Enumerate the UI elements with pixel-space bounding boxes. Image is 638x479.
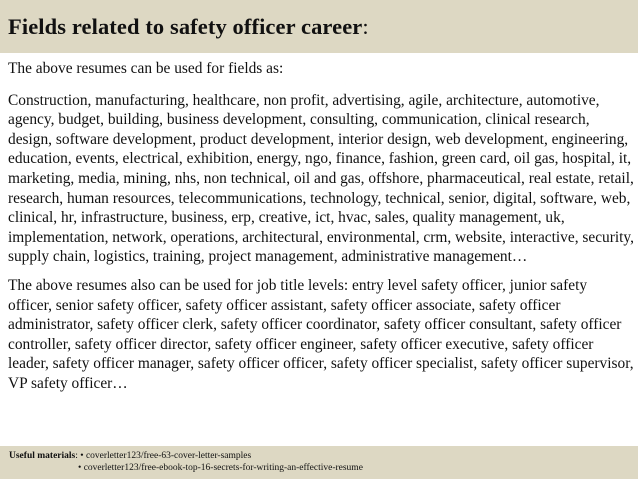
intro-text: The above resumes can be used for fields as: — [8, 60, 284, 77]
footer-label: Useful materials — [9, 451, 76, 461]
slide-title — [8, 14, 369, 39]
footer-bar — [0, 446, 638, 479]
slide-header — [0, 0, 638, 53]
footer-link[interactable]: • coverletter123/free-63-cover-letter-samples — [80, 451, 252, 461]
fields-paragraph: Construction, manufacturing, healthcare, non profit, advertising, agile, architecture, automotive, agency, budget, building, business development, consulting, communication, clinical research, design, software development, product development, interior design, web development, engineering, education, events, electrical, exhibition, energy, ngo, finance, fashion, green card, oil gas, hospital, it, marketing, media, mining, nhs, non technical, oil and gas, offshore, pharmaceutical, real estate, retail, research, human resources, telecommunications, technology, technical, senior, digital, software, web, clinical, hr, infrastructure, business, erp, creative, ict, hvac, sales, quality management, uk, implementation, network, operations, architectural, environmental, crm, website, interactive, security, supply chain, logistics, training, project management, administrative management… — [8, 91, 634, 266]
slide-title-colon: : — [362, 14, 369, 39]
footer-link[interactable]: • coverletter123/free-ebook-top-16-secrets-for-writing-an-effective-resume — [78, 463, 363, 473]
footer-separator: : — [75, 451, 81, 461]
footer-row-2 — [9, 462, 638, 474]
slide-body — [8, 59, 634, 394]
footer-row-1 — [9, 450, 638, 462]
job-levels-paragraph: The above resumes also can be used for job title levels: entry level safety officer, junior safety officer, senior safety officer, safety officer assistant, safety officer associate, safety officer administrator, safety officer clerk, safety officer coordinator, safety officer consultant, safety officer controller, safety officer director, safety officer engineer, safety officer executive, safety officer leader, safety officer manager, safety officer officer, safety officer specialist, safety officer supervisor, VP safety officer… — [8, 276, 634, 392]
slide-title-text: Fields related to safety officer career — [8, 14, 363, 39]
